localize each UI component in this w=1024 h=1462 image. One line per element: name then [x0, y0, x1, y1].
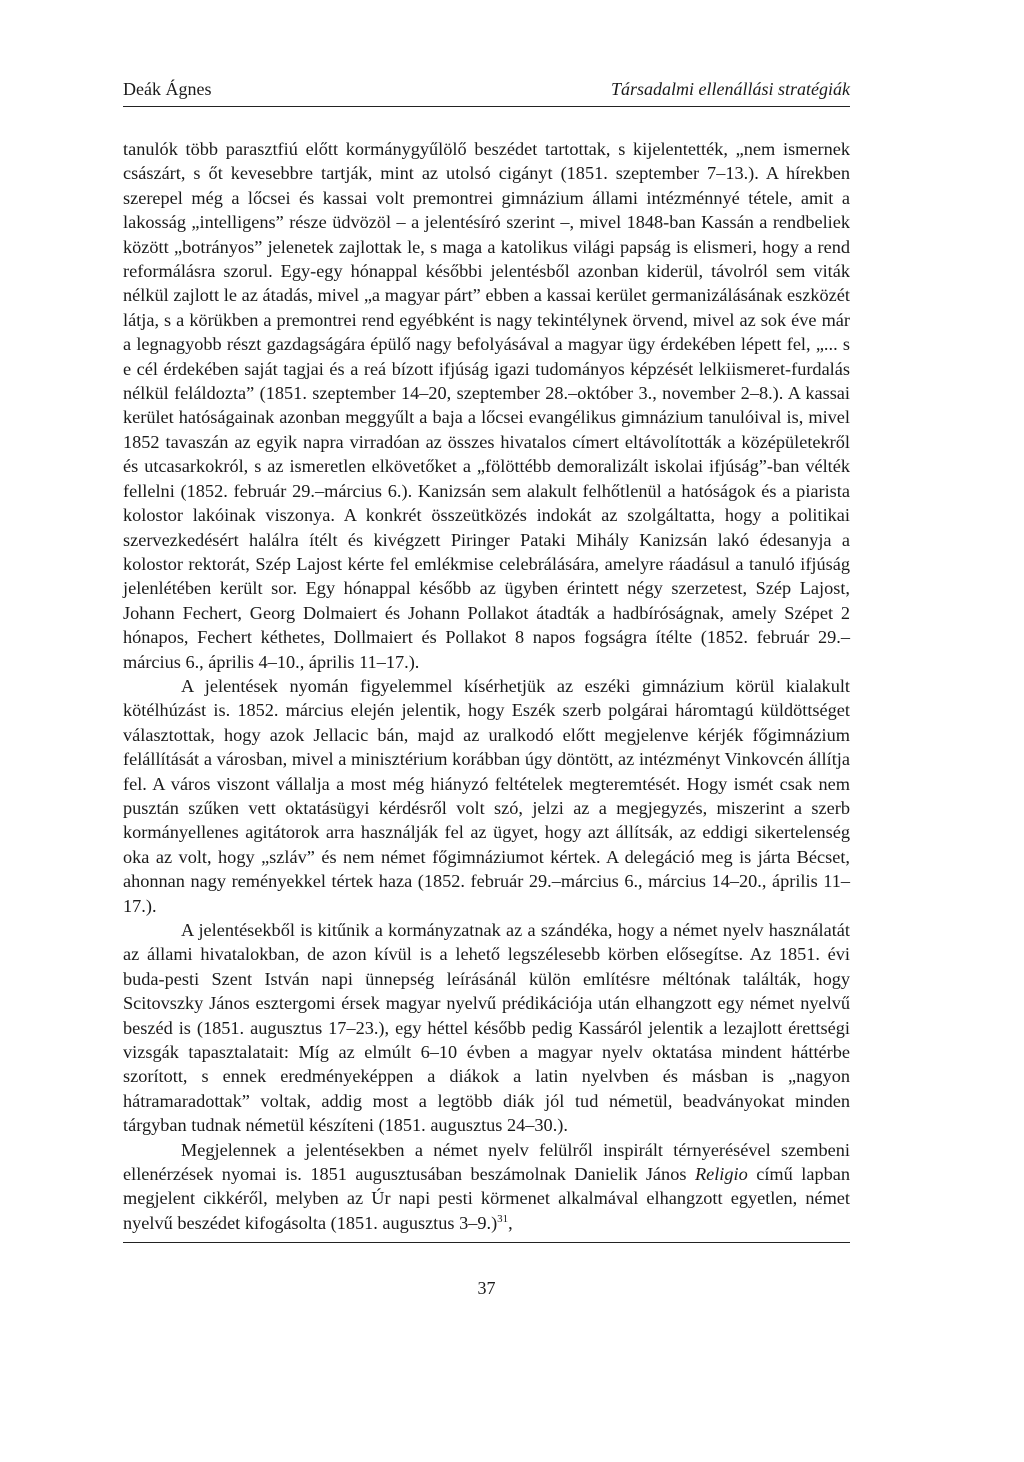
paragraph-4-text-before: Megjelennek a jelentésekben a német nyelv felülről inspirált térnyerésével szembeni ellenérzések nyomai is. 1851 augusztusában beszámolnak Danielik János	[123, 1139, 850, 1185]
paragraph-4-tail: ,	[508, 1212, 513, 1233]
paragraph-3: A jelentésekből is kitűnik a kormányzatnak az a szándéka, hogy a német nyelv használatát az állami hivatalokban, de azon kívül is a lehető legszélesebb körben elősegítse. Az 1851. évi buda-pesti Szent István napi ünnepség leírásánál külön említésre méltónak találták, hogy Scitovszky János esztergomi érsek magyar nyelvű prédikációja után elhangzott egy német nyelvű beszéd is (1851. augusztus 17–23.), egy héttel később pedig Kassáról jelentik a lezajlott érettségi vizsgák tapasztalatait: Míg az elmúlt 6–10 évben a magyar nyelv oktatása mindent háttérbe szorított, s ennek eredményeképpen a diákok a latin nyelvben és másban is „nagyon hátramaradottak” voltak, addig most a legtöbb diák jól tud németül, beadványokat minden tárgyban tudnak németül készíteni (1851. augusztus 24–30.).	[123, 920, 850, 1136]
header-author: Deák Ágnes	[123, 79, 212, 99]
running-head	[123, 78, 850, 107]
paragraph-4	[123, 1138, 850, 1236]
footer-rule	[123, 1242, 850, 1243]
paragraph-4-text-after: című lapban megjelent cikkéről, melyben az Úr napi pesti körmenet alkalmával elhangzott egyetlen, német nyelvű beszédet kifogásolta (1851. augusztus 3–9.)	[123, 1164, 850, 1233]
footnote-marker[interactable]: 31	[497, 1212, 509, 1225]
paragraph-2: A jelentések nyomán figyelemmel kísérhetjük az eszéki gimnázium körül kialakult kötélhúzást is. 1852. március elején jelentik, hogy Eszék szerb polgárai háromtagú küldöttséget választottak, hogy azok Jellacic bán, majd az uralkodó előtt megjelenve kérjék főgimnázium felállítását a városban, mivel a minisztérium korábban úgy döntött, az intézményt Vinkovcén állítja fel. A város viszont vállalja a most még hiányzó feltételek megteremtését. Hogy ismét csak nem pusztán szűken vett oktatásügyi kérdésről volt szó, jelzi az a megjegyzés, miszerint a szerb kormányellenes agitátorok arra használják fel az ügyet, hogy azt állítsák, az eddigi sikertelenség oka az volt, hogy „szláv” és nem német főgimnáziumot kértek. A delegáció meg is járta Bécset, ahonnan nagy reményekkel tértek haza (1852. február 29.–március 6., március 14–20., április 11–17.).	[123, 675, 850, 916]
page	[123, 78, 850, 1235]
body-text	[123, 137, 850, 1235]
page-number: 37	[477, 1278, 496, 1298]
header-title: Társadalmi ellenállási stratégiák	[610, 79, 850, 99]
journal-title-religio: Religio	[694, 1164, 748, 1185]
paragraph-1: tanulók több parasztfiú előtt kormánygyűlölő beszédet tartottak, s kijelentették, „nem ismernek császárt, s őt kevesebbre tartják, mint az utolsó cigányt (1851. szeptember 7–13.). A hírekben szerepel még a lőcsei és kassai volt premontrei gimnázium állami intézménnyé tétele, amit a lakosság „intelligens” része üdvözöl – a jelentésíró szerint –, mivel 1848-ban Kassán a rendbeliek között „botrányos” jelenetek zajlottak le, s maga a katolikus világi papság is elismeri, hogy a rend reformálásra szorul. Egy-egy hónappal későbbi jelentésből azonban kiderül, távolról sem viták nélkül zajlott le az átadás, mivel „a magyar párt” ebben a kassai kerület germanizálásának eszközét látja, s a körükben a premontrei rend egyébként is nagy tekintélynek örvend, mivel az sok éve már a legnagyobb részt gazdagságára épülő nagy befolyásával a magyar ügy érdekében lépett fel, „... s e cél érdekében saját tagjai és a reá bízott ifjúság igazi tudományos képzését lelkiismeret-furdalás nélkül feláldozta” (1851. szeptember 14–20, szeptember 28.–október 3., november 2–8.). A kassai kerület hatóságainak azonban meggyűlt a baja a lőcsei evangélikus gimnázium tanulóival is, mivel 1852 tavaszán az egyik napra virradóan az összes hivatalos címert eltávolították a középületekről és utcasarkokról, s az ismeretlen elkövetőket a „fölöttébb demoralizált iskolai ifjúság”-ban vélték fellelni (1852. február 29.–március 6.). Kanizsán sem alakult felhőtlenül a hatóságok és a piarista kolostor lakóinak viszonya. A konkrét összeütközés indokát az szolgáltatta, hogy a politikai szervezkedésért halálra ítélt és kivégzett Piringer Pataki Mihály Kanizsán lakó édesanyja a kolostor rektorát, Szép Lajost kérte fel emlékmise celebrálására, amelyre ráadásul a tanuló ifjúság jelenlétében került sor. Egy hónappal később az ügyben érintett négy szerzetest, Szép Lajost, Johann Fechert, Georg Dolmaiert és Johann Pollakot átadták a hadbíróságnak, amely Szépet 2 hónapos, Fechert kéthetes, Dollmaiert és Pollakot 8 napos fogságra ítélte (1852. február 29.–március 6., április 4–10., április 11–17.).	[123, 139, 850, 672]
